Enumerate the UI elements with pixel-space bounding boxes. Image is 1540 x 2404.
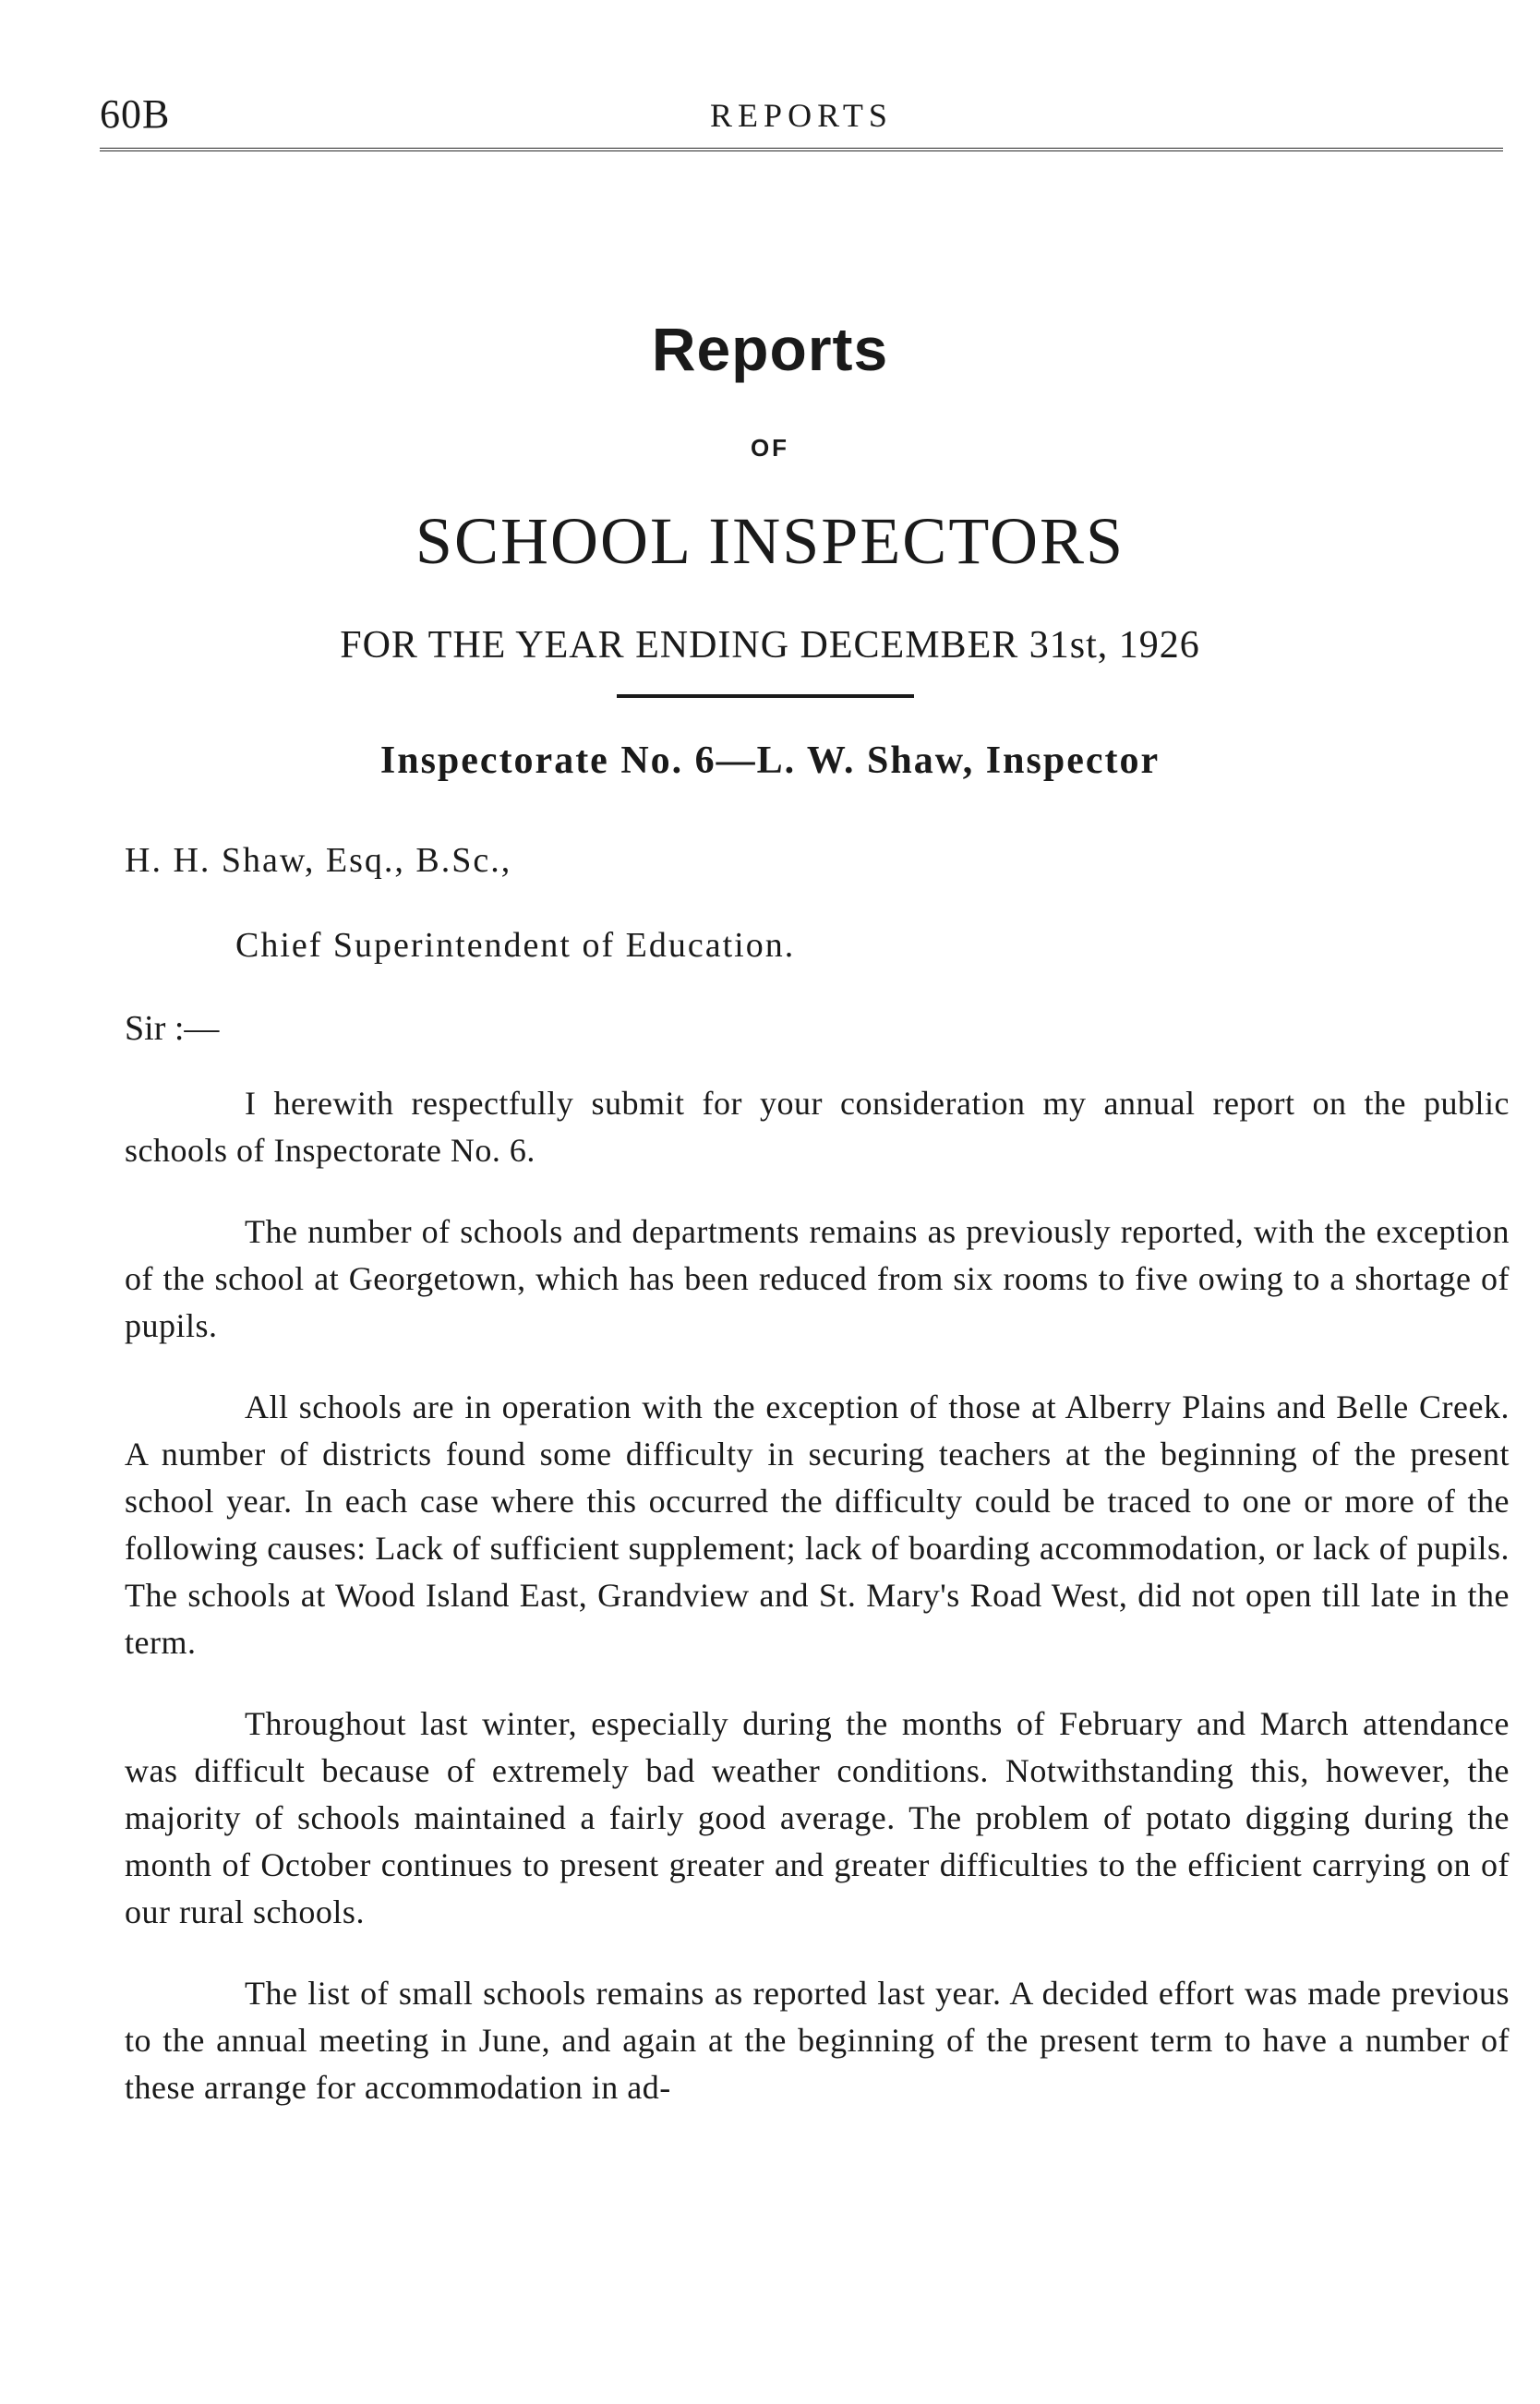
page-number: 60B bbox=[100, 91, 171, 137]
paragraph: The number of schools and departments remains as previously reported, with the exception of the school at Georgetown, which has been reduced from six rooms to five owing to a shortage of pupils. bbox=[125, 1213, 1510, 1344]
running-head: REPORTS bbox=[710, 97, 893, 134]
paragraph: The list of small schools remains as reported last year. A decided effort was made previous to the annual meeting in June, and again at the beginning of the present term to have a number of these arrange for accommodation in ad- bbox=[125, 1975, 1510, 2106]
title-rule bbox=[617, 694, 914, 698]
letter-body bbox=[125, 1080, 1510, 2146]
inspectorate-heading: Inspectorate No. 6—L. W. Shaw, Inspector bbox=[379, 739, 1161, 782]
salutation: Sir :— bbox=[125, 1009, 220, 1048]
addressee-title: Chief Superintendent of Education. bbox=[235, 926, 796, 965]
paragraph: Throughout last winter, especially during the months of February and March attendance was difficult because of extremely bad weather conditions. Notwithstanding this, however, the majority of schools maintained a fairly good average. The problem of potato digging during the month of October continues to present greater and greater difficulties to the efficient carrying on of our rural schools. bbox=[125, 1705, 1510, 1930]
paragraph: All schools are in operation with the exception of those at Alberry Plains and Belle Creek. A number of districts found some difficulty in securing teachers at the beginning of the present school year. In each case where this occurred the difficulty could be traced to one or more of the following causes: Lack of sufficient supplement; lack of boarding accommodation, or lack of pupils. The schools at Wood Island East, Grandview and St. Mary's Road West, did not open till late in the term. bbox=[125, 1388, 1510, 1661]
report-main-title: SCHOOL INSPECTORS bbox=[415, 504, 1125, 578]
page-header bbox=[100, 90, 1503, 146]
paragraph: I herewith respectfully submit for your consideration my annual report on the public schools of Inspectorate No. 6. bbox=[125, 1085, 1510, 1169]
title-connector: OF bbox=[750, 434, 790, 462]
report-subtitle: FOR THE YEAR ENDING DECEMBER 31st, 1926 bbox=[340, 624, 1200, 667]
report-title: Reports bbox=[651, 315, 889, 383]
addressee: H. H. Shaw, Esq., B.Sc., bbox=[125, 841, 512, 880]
header-rule bbox=[100, 148, 1503, 151]
